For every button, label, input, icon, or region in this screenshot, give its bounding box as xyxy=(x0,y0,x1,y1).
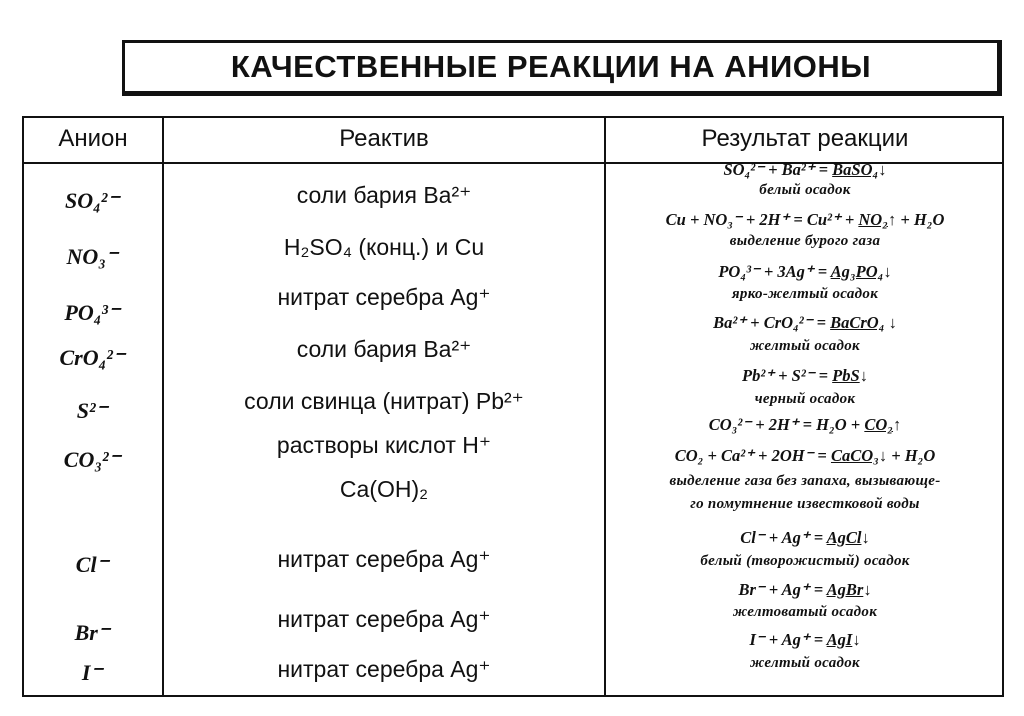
anion-br: Br⁻ xyxy=(74,620,110,645)
precipitate-br: AgBr xyxy=(826,580,864,599)
result-note-i: желтый осадок xyxy=(750,655,860,671)
precipitate-cl: AgCl xyxy=(826,528,862,547)
reagent-co3-acid: растворы кислот H⁺ xyxy=(276,432,492,458)
anion-co3: CO₃²⁻ xyxy=(63,447,121,472)
equation-cro4: Ba²⁺ + CrO₄²⁻ = BaCrO₄ ↓ xyxy=(713,313,897,332)
equation-br: Br⁻ + Ag⁺ = AgBr↓ xyxy=(738,580,872,599)
equation-po4: PO₄³⁻ + 3Ag⁺ = Ag₃PO₄↓ xyxy=(718,262,892,281)
gas-no3: NO₂ xyxy=(858,210,888,229)
precipitate-so4: BaSO₄ xyxy=(832,160,879,179)
anion-s: S²⁻ xyxy=(76,398,108,423)
precipitate-caco3: CaCO₃ xyxy=(830,446,879,465)
header-result: Результат реакции xyxy=(701,125,909,152)
reagent-po4: нитрат серебра Ag⁺ xyxy=(277,284,491,310)
equation-so4: SO₄²⁻ + Ba²⁺ = BaSO₄↓ xyxy=(723,160,887,179)
precipitate-cro4: BaCrO₄ xyxy=(830,313,885,332)
reagent-cro4: соли бария Ba²⁺ xyxy=(296,336,472,362)
anion-i: I⁻ xyxy=(81,660,103,685)
result-note-co3-line1: выделение газа без запаха, вызывающе- xyxy=(669,473,941,489)
precipitate-po4: Ag₃PO₄ xyxy=(830,262,884,281)
anion-po4: PO₄³⁻ xyxy=(64,300,120,325)
result-note-cro4: желтый осадок xyxy=(750,338,860,354)
equation-co3-acid: CO₃²⁻ + 2H⁺ = H₂O + CO₂↑ xyxy=(708,415,902,434)
anion-cl: Cl⁻ xyxy=(75,552,109,577)
result-note-br: желтоватый осадок xyxy=(732,604,878,620)
precipitate-i: AgI xyxy=(826,630,853,649)
reagent-i: нитрат серебра Ag⁺ xyxy=(277,656,491,682)
reagent-no3: H₂SO₄ (конц.) и Cu xyxy=(283,234,485,260)
reagent-br: нитрат серебра Ag⁺ xyxy=(277,606,491,632)
reagent-so4: соли бария Ba²⁺ xyxy=(296,182,472,208)
anion-cro4: CrO₄²⁻ xyxy=(59,345,125,370)
anion-no3: NO₃⁻ xyxy=(66,244,118,269)
gas-co2: CO₂ xyxy=(864,415,894,434)
header-anion: Анион xyxy=(58,125,128,152)
anion-so4: SO₄²⁻ xyxy=(64,188,119,213)
header-reagent: Реактив xyxy=(339,125,429,152)
equation-s: Pb²⁺ + S²⁻ = PbS↓ xyxy=(742,366,868,385)
title-box xyxy=(122,40,1002,96)
equation-i: I⁻ + Ag⁺ = AgI↓ xyxy=(749,630,861,649)
result-note-so4: белый осадок xyxy=(759,182,851,198)
result-note-po4: ярко-желтый осадок xyxy=(731,286,879,302)
equation-cl: Cl⁻ + Ag⁺ = AgCl↓ xyxy=(740,528,870,547)
equation-co3-base: CO₂ + Ca²⁺ + 2OH⁻ = CaCO₃↓ + H₂O xyxy=(674,446,936,465)
page-title: КАЧЕСТВЕННЫЕ РЕАКЦИИ НА АНИОНЫ xyxy=(230,49,872,84)
reagent-co3-base: Ca(OH)₂ xyxy=(339,476,429,502)
result-note-cl: белый (творожистый) осадок xyxy=(700,553,910,569)
result-note-s: черный осадок xyxy=(754,391,856,407)
equation-no3: Cu + NO₃⁻ + 2H⁺ = Cu²⁺ + NO₂↑ + H₂O xyxy=(665,210,945,229)
reagent-s: соли свинца (нитрат) Pb²⁺ xyxy=(244,388,524,414)
result-note-co3-line2: го помутнение известковой воды xyxy=(690,496,920,512)
reagent-cl: нитрат серебра Ag⁺ xyxy=(277,546,491,572)
precipitate-s: PbS xyxy=(832,366,860,385)
result-note-no3: выделение бурого газа xyxy=(729,233,881,249)
